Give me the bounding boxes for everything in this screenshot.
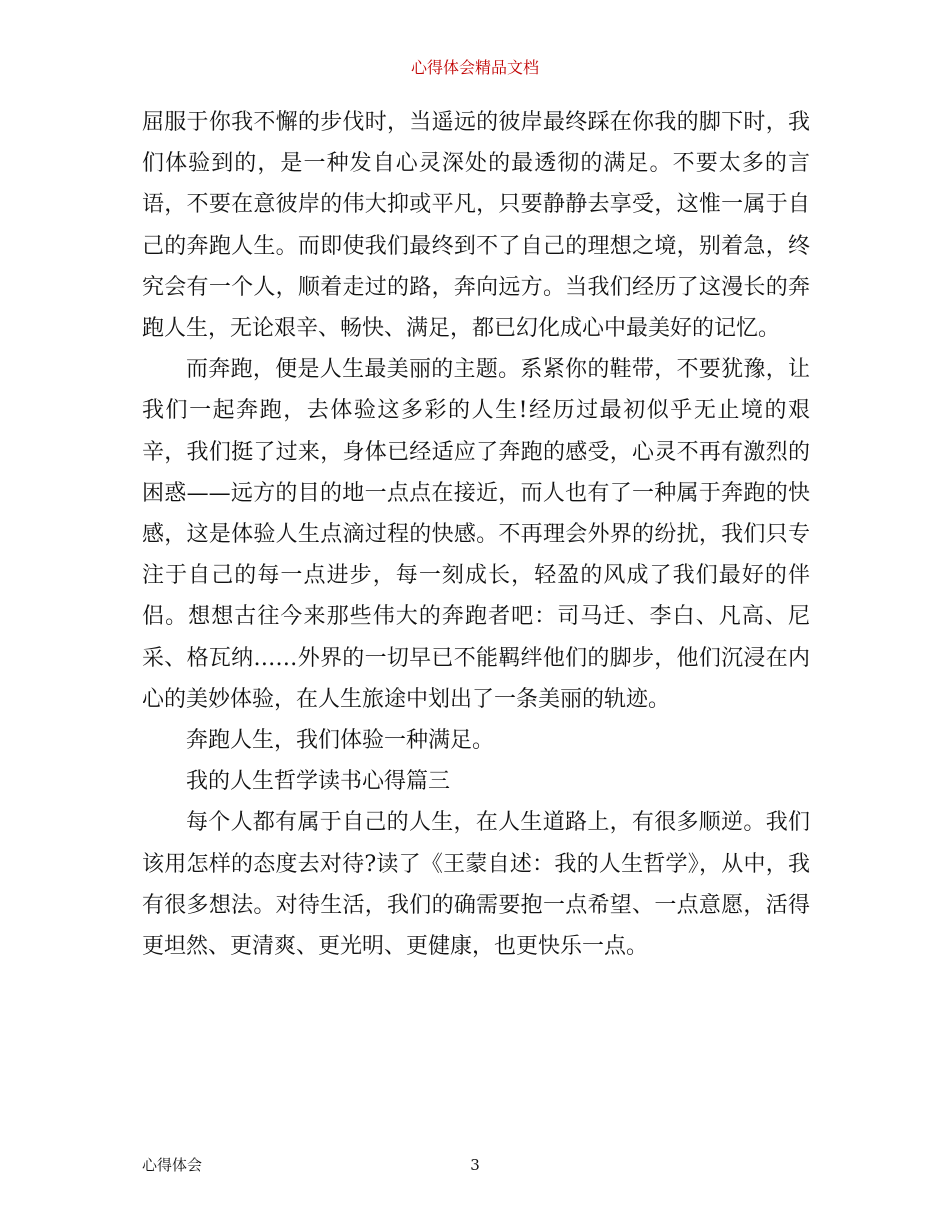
paragraph-conclusion: 奔跑人生，我们体验一种满足。 [186, 728, 495, 754]
page-number: 3 [470, 1156, 480, 1174]
paragraph-running-theme: 而奔跑，便是人生最美丽的主题。系紧你的鞋带，不要犹豫，让我们一起奔跑，去体验这多彩的人生!经历过最初似乎无止境的艰辛，我们挺了过来，身体已经适应了奔跑的感受，心灵不再有激烈的困惑——远方的目的地一点点在接近，而人也有了一种属于奔跑的快感，这是体验人生点滴过程的快感。不再理会外界的纷扰，我们只专注于自己的每一点进步，每一刻成长，轻盈的风成了我们最好的伴侣。想想古往今来那些伟大的奔跑者吧：司马迁、李白、凡高、尼采、格瓦纳……外界的一切早已不能羁绊他们的脚步，他们沉浸在内心的美妙体验，在人生旅途中划出了一条美丽的轨迹。 [142, 357, 810, 712]
section-heading: 我的人生哲学读书心得篇三 [186, 769, 451, 795]
paragraph-continuation: 屈服于你我不懈的步伐时，当遥远的彼岸最终踩在你我的脚下时，我们体验到的，是一种发自心灵深处的最透彻的满足。不要太多的言语，不要在意彼岸的伟大抑或平凡，只要静静去享受，这惟一属于自己的奔跑人生。而即使我们最终到不了自己的理想之境，别着急，终究会有一个人，顺着走过的路，奔向远方。当我们经历了这漫长的奔跑人生，无论艰辛、畅快、满足，都已幻化成心中最美好的记忆。 [142, 110, 810, 342]
page-header-title: 心得体会精品文档 [410, 58, 539, 77]
paragraph-section-intro: 每个人都有属于自己的人生，在人生道路上，有很多顺逆。我们该用怎样的态度去对待?读了《王蒙自述：我的人生哲学》，从中，我有很多想法。对待生活，我们的确需要抱一点希望、一点意愿，活得更坦然、更清爽、更光明、更健康，也更快乐一点。 [142, 810, 810, 960]
footer-label: 心得体会 [142, 1156, 203, 1174]
document-body [142, 102, 810, 967]
